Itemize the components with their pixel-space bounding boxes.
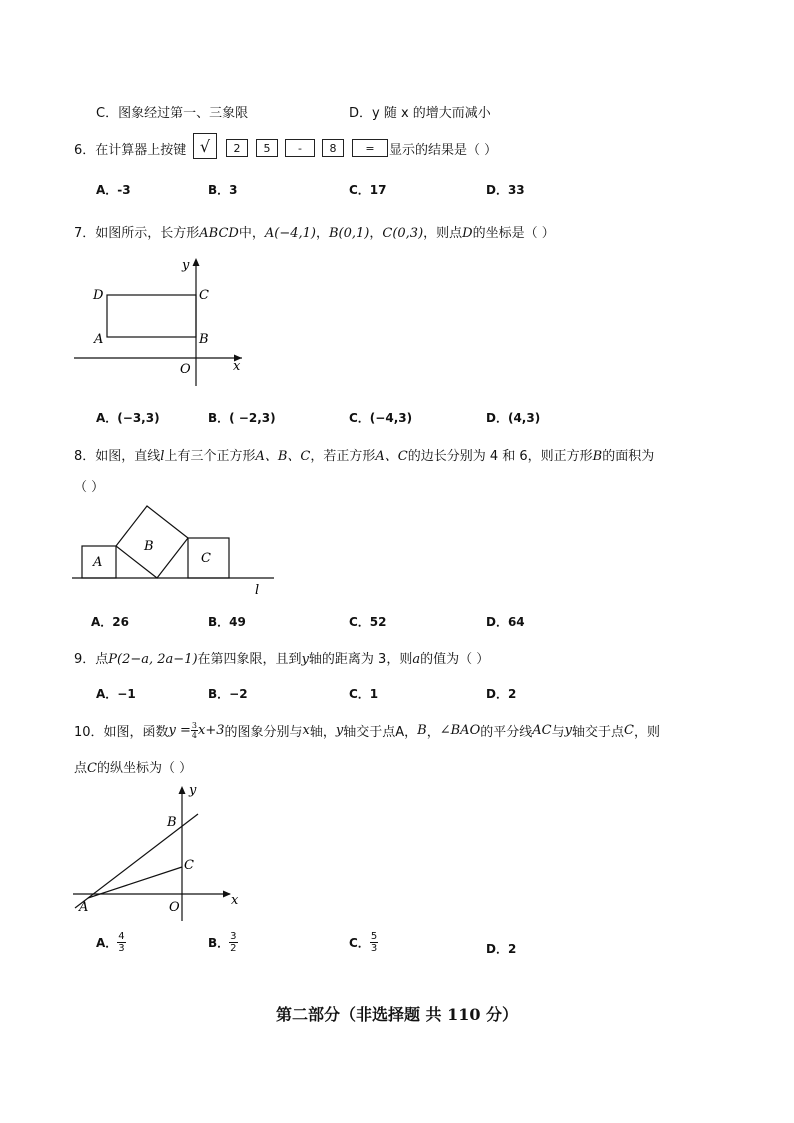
q10-text-e: ， (426, 724, 440, 740)
q8-option-a: A．26 (91, 615, 129, 629)
bisector-ac (88, 867, 182, 898)
label-b: B (144, 539, 154, 554)
q9-option-d: D．2 (486, 687, 517, 701)
q8-option-b: B．49 (208, 615, 246, 629)
q7-option-a: A．(−3,3) (96, 411, 160, 425)
label-a: A (94, 332, 104, 347)
label-b: B (199, 332, 209, 347)
q8-text-a: 8．如图，直线 (74, 449, 161, 464)
label-x: x (231, 893, 239, 908)
q9-stem (74, 648, 489, 667)
q8-squares-ac: A、C (375, 449, 408, 464)
q10-fn-y: y = (168, 722, 191, 738)
q9-option-a: A．−1 (96, 687, 136, 701)
q8-figure (70, 502, 280, 602)
q10-text-d: 轴交于点A， (343, 724, 418, 740)
q10-line2-c: C (87, 761, 97, 776)
q6-option-d: D．33 (486, 183, 525, 197)
q10-line2-a: 点 (74, 761, 88, 776)
q8-text-b: 上有三个正方形 (164, 449, 256, 464)
label-a: A (93, 555, 103, 570)
q6-option-b: B．3 (208, 183, 238, 197)
q10-stem (74, 716, 660, 744)
q9-a: a (412, 652, 421, 667)
q8-text-d: 的边长分别为 4 和 6，则正方形 (407, 449, 593, 464)
q6-prefix: 6．在计算器上按键 (74, 143, 187, 158)
x-axis-arrow (223, 891, 231, 898)
num: 4 (118, 931, 125, 942)
q8-stem (74, 445, 654, 464)
q10-option-b-fraction (229, 931, 237, 954)
label-c: C (184, 858, 194, 873)
q10-line2-b: 的纵坐标为（ ） (96, 761, 193, 776)
q7-point-a: A(−4,1) (264, 226, 316, 241)
q8-text-e: 的面积为 (602, 449, 655, 464)
q10-option-a-label: A． (96, 936, 118, 950)
label-o: O (169, 900, 180, 915)
den: 2 (230, 943, 237, 954)
key-2: 2 (226, 139, 248, 157)
q9-point: P(2−a, 2a−1) (108, 652, 198, 667)
q9-y: y (301, 652, 309, 667)
label-y: y (182, 258, 190, 273)
label-a: A (79, 900, 89, 915)
q10-text-c: 轴， (309, 724, 336, 740)
key-8: 8 (322, 139, 344, 157)
q10-option-b (208, 931, 238, 954)
q5-option-c: C．图象经过第一、三象限 (96, 106, 249, 121)
q10-fn-rest: x+3 (198, 722, 225, 738)
q10-fn-den: 4 (191, 730, 198, 740)
q7-point-d: D (462, 226, 473, 241)
q9-text-b: 在第四象限，且到 (197, 652, 302, 667)
q10-y-2: y (564, 722, 572, 738)
q10-text-a: 10．如图，函数 (74, 724, 169, 740)
q9-text-c: 轴的距离为 3，则 (308, 652, 413, 667)
q10-line2 (74, 757, 192, 776)
label-b: B (167, 815, 177, 830)
q9-text-a: 9．点 (74, 652, 109, 667)
sqrt-key: √ (193, 133, 217, 159)
q10-fn-num: 3 (191, 720, 198, 730)
q10-fn-fraction (191, 721, 198, 740)
key-equals: = (352, 139, 388, 157)
label-c: C (199, 288, 209, 303)
q6-option-a: A．-3 (96, 183, 131, 197)
q6-option-c: C．17 (349, 183, 387, 197)
label-c: C (201, 551, 211, 566)
num: 3 (230, 931, 237, 942)
q7-option-c: C．(−4,3) (349, 411, 413, 425)
q8-blank: （ ） (74, 480, 105, 495)
den: 3 (118, 943, 125, 954)
q7-option-b: B．( −2,3) (208, 411, 276, 425)
q5-option-d: D．y 随 x 的增大而减小 (349, 106, 491, 121)
q7-point-b: B(0,1) (328, 226, 370, 241)
q9-text-d: 的值为（ ） (420, 652, 490, 667)
den: 3 (370, 943, 378, 954)
q10-text-f: 的平分线 (480, 724, 533, 740)
label-d: D (93, 288, 104, 303)
q8-option-d: D．64 (486, 615, 525, 629)
y-axis-arrow (193, 258, 200, 266)
key-minus: - (285, 139, 315, 157)
q7-rect-name: ABCD (199, 226, 239, 241)
label-l: l (255, 583, 260, 598)
q10-option-d: D．2 (486, 942, 517, 956)
q10-option-c-label: C． (349, 936, 370, 950)
q8-line-l: l (160, 449, 165, 464)
q7-figure (70, 254, 250, 389)
q10-option-a-fraction (117, 931, 125, 954)
q10-option-c (349, 931, 378, 954)
q8-square-b: B (592, 449, 603, 464)
q10-angle: ∠BAO (439, 722, 481, 738)
label-x: x (233, 359, 241, 374)
q8-option-c: C．52 (349, 615, 387, 629)
q10-text-h: 轴交于点 (571, 724, 624, 740)
q8-text-c: ，若正方形 (310, 449, 376, 464)
q10-option-c-fraction (370, 931, 378, 954)
q7-text-b: 中， (238, 226, 265, 241)
section-heading: 第二部分（非选择题 共 110 分） (275, 1005, 519, 1024)
label-o: O (180, 362, 191, 377)
q10-ac: AC (532, 722, 552, 738)
num: 5 (370, 931, 378, 942)
q10-figure (68, 778, 248, 926)
key-5: 5 (256, 139, 278, 157)
q10-text-i: ，则 (633, 724, 660, 740)
q10-text-b: 的图象分别与 (224, 724, 303, 740)
q7-text-d: 的坐标是（ ） (472, 226, 555, 241)
q7-text-a: 7．如图所示，长方形 (74, 226, 200, 241)
q10-y: y (335, 722, 344, 738)
q9-option-b: B．−2 (208, 687, 248, 701)
q7-option-d: D．(4,3) (486, 411, 541, 425)
label-y: y (189, 783, 197, 798)
q9-option-c: C．1 (349, 687, 379, 701)
q10-c: C (623, 722, 634, 738)
q10-text-g: 与 (551, 724, 565, 740)
q10-x: x (302, 722, 310, 738)
q10-option-a (96, 931, 126, 954)
q10-b: B (417, 722, 427, 738)
q10-option-b-label: B． (208, 936, 230, 950)
q7-stem: 7．如图所示，长方形ABCD中，A(−4,1)，B(0,1)，C(0,3)，则点D的坐标是（ ） (74, 226, 555, 241)
q8-squares: A、B、C (255, 449, 311, 464)
q6-suffix: 显示的结果是（ ） (389, 143, 498, 158)
rectangle-abcd (107, 295, 196, 337)
q7-text-c: ，则点 (423, 226, 463, 241)
q7-point-c: C(0,3) (382, 226, 424, 241)
y-axis-arrow (179, 786, 186, 794)
